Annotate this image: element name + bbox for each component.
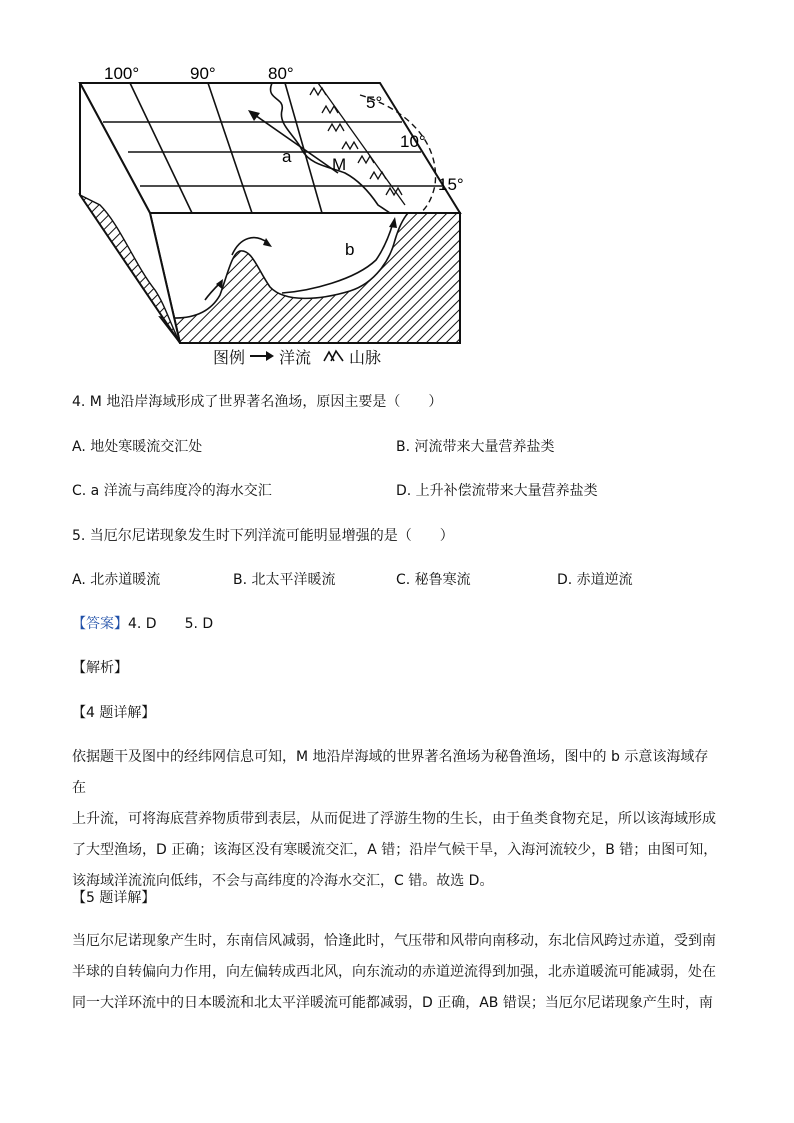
question-4-stem: 4. M 地沿岸海域形成了世界著名渔场，原因主要是（ ） [72,394,443,410]
label-m: M [332,155,347,174]
answer-line [72,614,213,634]
analysis-tag: 【解析】 [72,660,128,676]
answer-tag: 【答案】 [72,616,128,632]
answer-text: 4. D 5. D [128,616,214,632]
question-4-option-d: D. 上升补偿流带来大量营养盐类 [396,483,598,499]
question-5-stem: 5. 当厄尔尼诺现象发生时下列洋流可能明显增强的是（ ） [72,528,454,544]
question-5-option-b: B. 北太平洋暖流 [233,572,336,588]
q4-detail-line: 依据题干及图中的经纬网信息可知，M 地沿岸海域的世界著名渔场为秘鲁渔场，图中的 b 示意该海域存在 [72,749,709,796]
q4-detail-line: 上升流，可将海底营养物质带到表层，从而促进了浮游生物的生长，由于鱼类食物充足，所以该海域形成 [72,811,716,827]
q5-detail-line: 当厄尔尼诺现象产生时，东南信风减弱，恰逢此时，气压带和风带向南移动，东北信风跨过赤道，受到南 [72,933,716,949]
question-4-option-b: B. 河流带来大量营养盐类 [396,439,555,455]
lon-label-80: 80° [268,64,294,83]
q4-detail-paragraph [72,742,722,897]
q5-detail-line: 半球的自转偏向力作用，向左偏转成西北风，向东流动的赤道逆流得到加强，北赤道暖流可能减弱，处在 [72,964,716,980]
figure-legend [213,345,381,368]
question-5-option-c: C. 秘鲁寒流 [396,572,471,588]
question-4-option-c: C. a 洋流与高纬度冷的海水交汇 [72,483,272,499]
block-diagram-svg [60,55,480,375]
current-arrow-icon [249,347,275,366]
question-5-option-d: D. 赤道逆流 [557,572,633,588]
q4-detail-line: 了大型渔场，D 正确；该海区没有寒暖流交汇，A 错；沿岸气候干旱，入海河流较少，B 错；由图可知， [72,842,718,858]
legend-mountain-label: 山脉 [349,348,382,367]
lat-label-5: 5° [366,93,383,112]
question-5-option-a: A. 北赤道暖流 [72,572,161,588]
q5-detail-paragraph [72,926,722,1019]
lon-label-90: 90° [190,64,216,83]
label-a: a [282,147,292,166]
q5-detail-line: 同一大洋环流中的日本暖流和北太平洋暖流可能都减弱，D 正确，AB 错误；当厄尔尼诺现象产生时，南 [72,995,713,1011]
question-4-option-a: A. 地处寒暖流交汇处 [72,439,203,455]
q4-detail-line: 该海域洋流流向低纬，不会与高纬度的冷海水交汇，C 错。故选 D。 [72,873,494,889]
legend-title: 图例 [213,348,246,367]
lat-label-10: 10° [400,132,426,151]
legend-current-label: 洋流 [279,348,312,367]
mountain-icon [323,347,345,366]
lat-label-15: 15° [438,175,464,194]
label-b: b [345,240,355,259]
ocean-current-block-diagram [60,55,480,375]
q4-detail-heading: 【4 题详解】 [72,705,156,721]
q5-detail-heading: 【5 题详解】 [72,890,156,906]
lon-label-100: 100° [104,64,140,83]
